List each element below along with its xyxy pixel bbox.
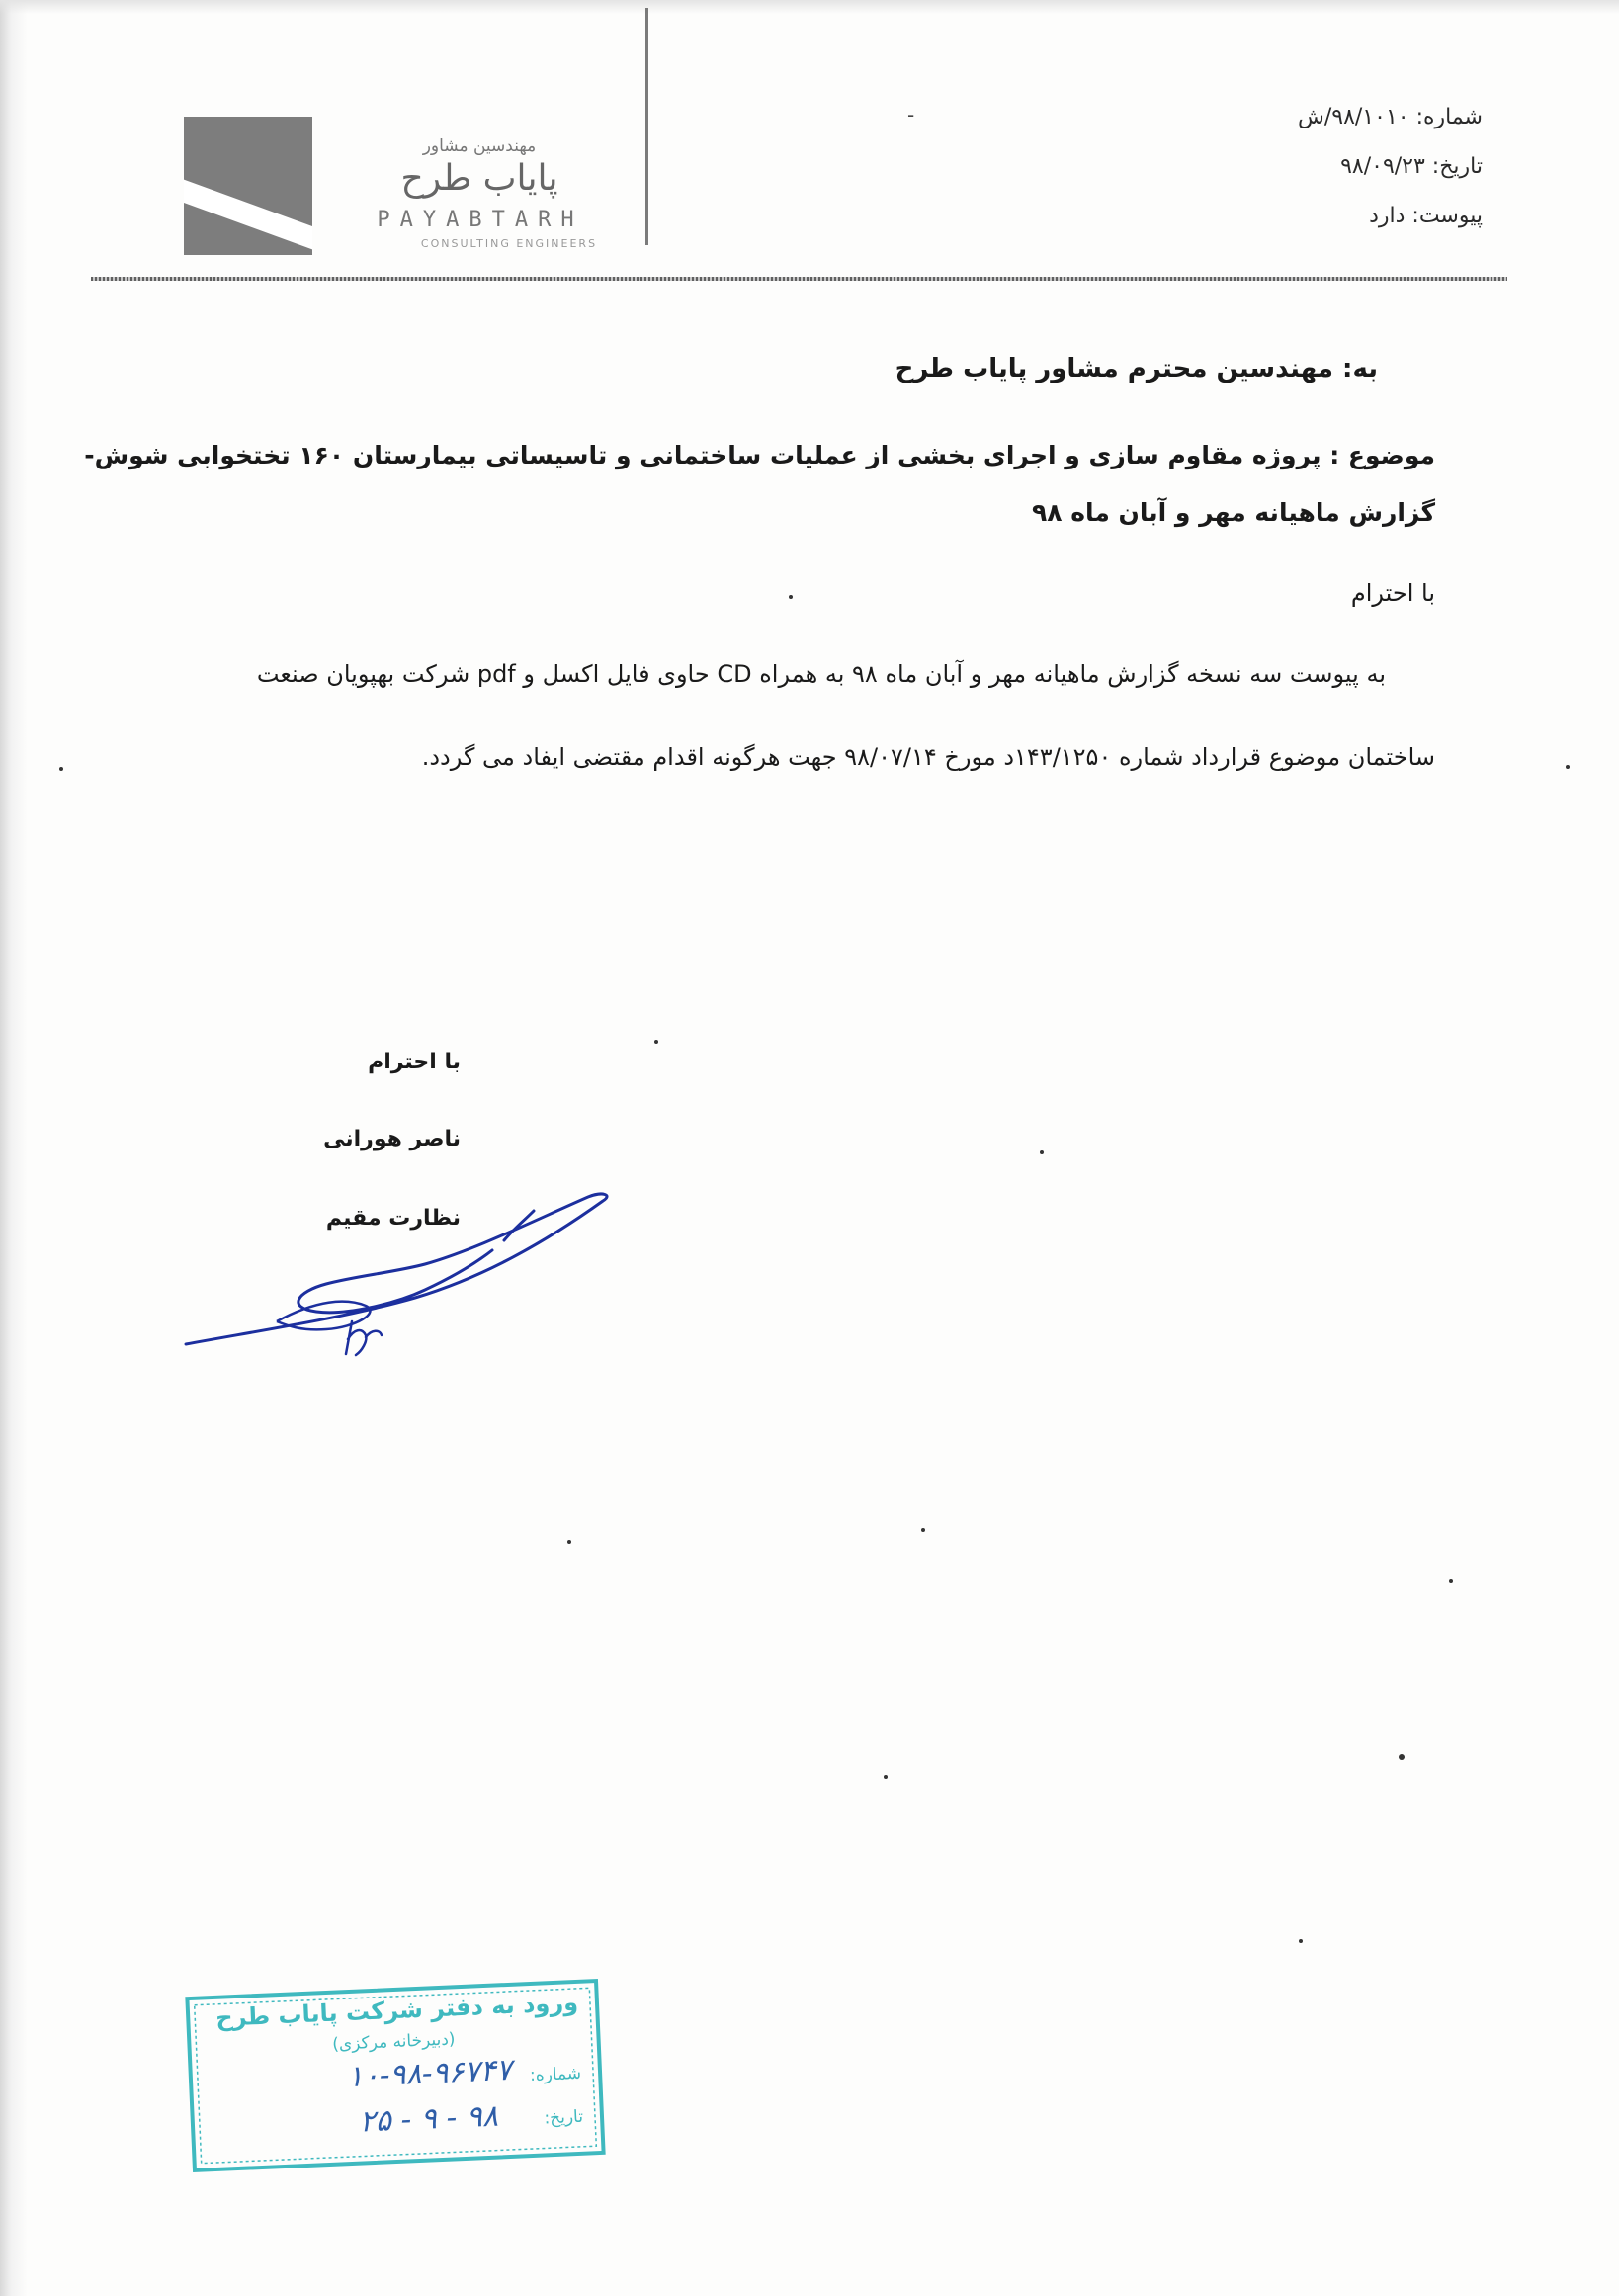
stamp-number-value: ۱۰-۹۸-۹۶۷۴۷ bbox=[346, 2052, 513, 2095]
addressee: به: مهندسین محترم مشاور پایاب طرح bbox=[895, 354, 1378, 383]
stamp-title: ورود به دفتر شرکت پایاب طرح bbox=[214, 1988, 579, 2032]
closing-greeting: با احترام bbox=[368, 1050, 461, 1074]
subject-line-1: موضوع : پروژه مقاوم سازی و اجرای بخشی از عملیات ساختمانی و تاسیساتی بیمارستان ۱۶۰ تختخوابی شوش- bbox=[84, 441, 1435, 469]
signer-title: نظارت مقیم bbox=[325, 1206, 461, 1231]
signer-name: ناصر هورانی bbox=[323, 1127, 461, 1151]
stamp-number-label: شماره: bbox=[529, 2063, 582, 2086]
subject-line-2: گزارش ماهیانه مهر و آبان ماه ۹۸ bbox=[1031, 498, 1435, 527]
logo-english-name: PAYABTARH bbox=[377, 208, 584, 232]
body-line-1: به پیوست سه نسخه گزارش ماهیانه مهر و آبان ماه ۹۸ به همراه CD حاوی فایل اکسل و pdf شرکت بهپویان صنعت bbox=[256, 660, 1386, 688]
logo-english-subtitle: CONSULTING ENGINEERS bbox=[420, 237, 598, 250]
stamp-date-label: تاریخ: bbox=[544, 2106, 584, 2129]
letter-number: شماره: ۹۸/۱۰۱۰/ش bbox=[1297, 105, 1483, 129]
header-dash: - bbox=[907, 103, 915, 127]
logo-farsi-name: پایاب طرح bbox=[400, 158, 558, 199]
logo-farsi-small: مهندسین مشاور bbox=[422, 136, 537, 156]
stamp-date-value: ۹۸ - ۹ - ۲۵ bbox=[358, 2098, 499, 2140]
letter-attachment: پیوست: دارد bbox=[1369, 204, 1483, 228]
salutation: با احترام bbox=[1350, 579, 1435, 607]
received-stamp bbox=[184, 1978, 606, 2173]
stamp-subtitle: (دبیرخانه مرکزی) bbox=[331, 2029, 456, 2055]
body-line-2: ساختمان موضوع قرارداد شماره ۱۴۳/۱۲۵۰د مورخ ۹۸/۰۷/۱۴ جهت هرگونه اقدام مقتضی ایفاد می گردد. bbox=[421, 743, 1435, 771]
letter-date: تاریخ: ۹۸/۰۹/۲۳ bbox=[1340, 154, 1483, 179]
